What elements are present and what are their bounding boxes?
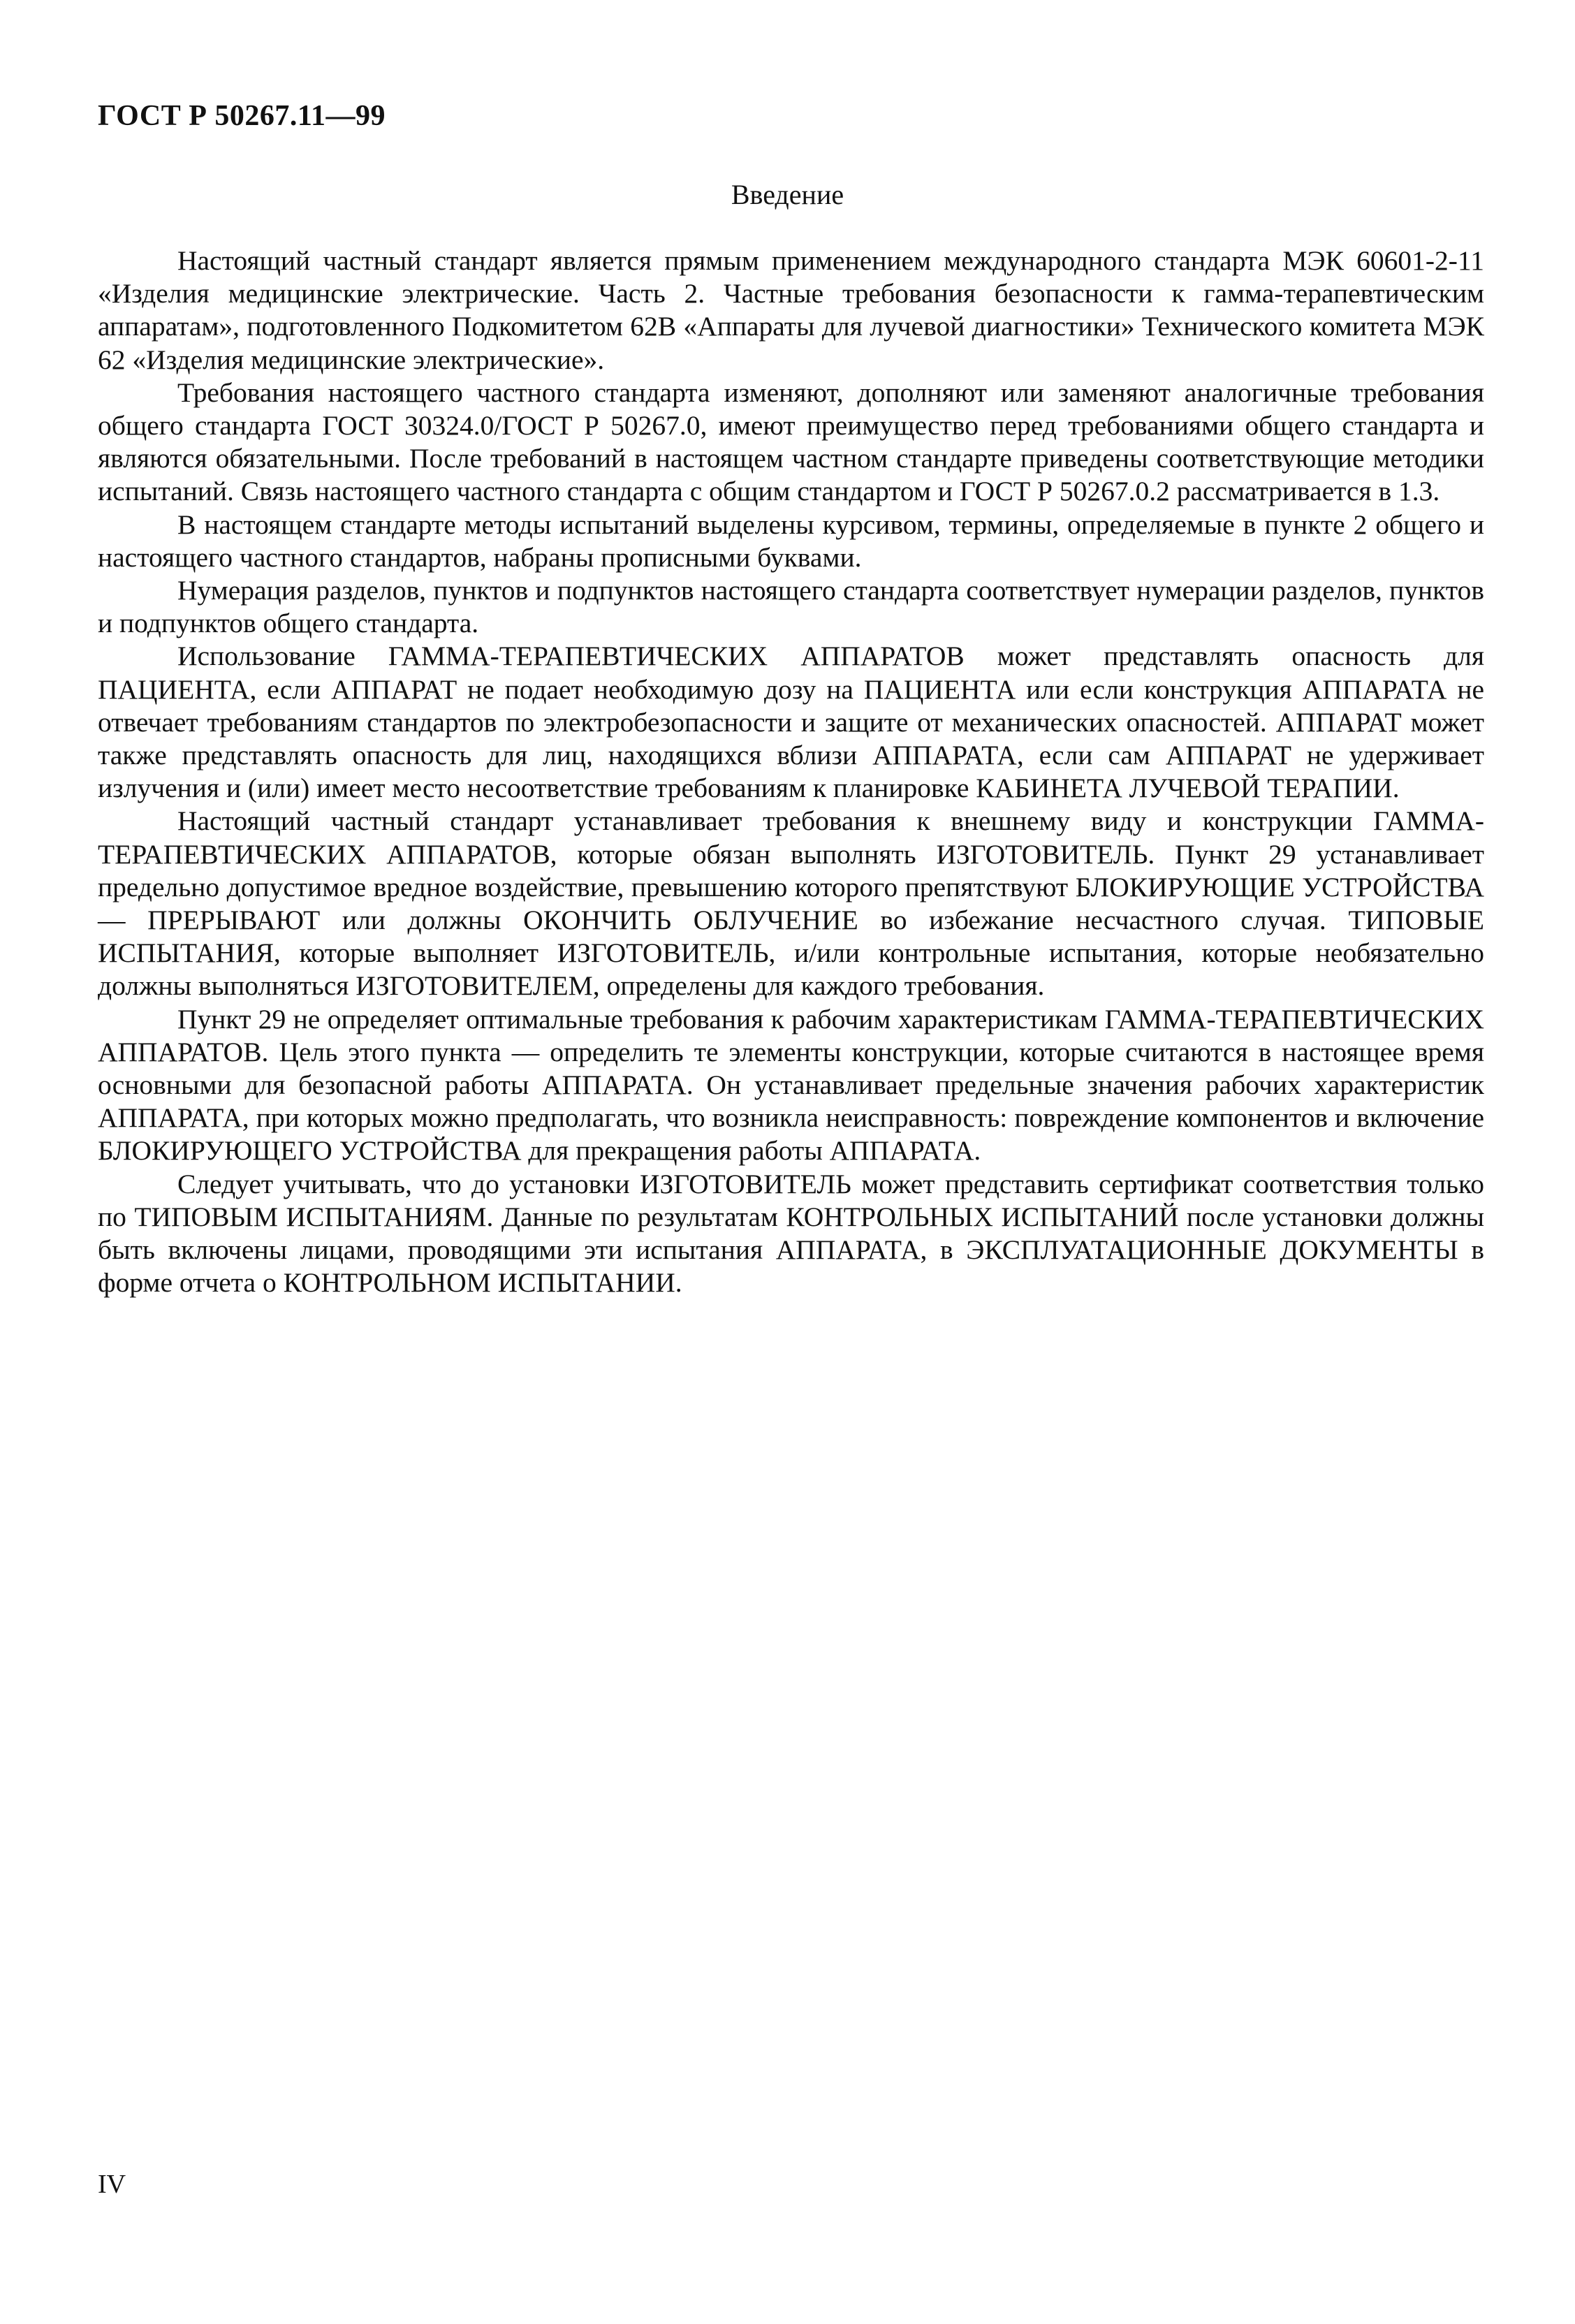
- body-text: [98, 244, 1484, 1300]
- paragraph: Требования настоящего частного стандарта изменяют, дополняют или заменяют аналогичные требования общего стандарта ГОСТ 30324.0/ГОСТ Р 50267.0, имеют преимущество перед требованиями общего стандарта и являются обязательными. После требований в настоящем частном стандарте приведены соответствующие методики испытаний. Связь настоящего частного стандарта с общим стандартом и ГОСТ Р 50267.0.2 рассматривается в 1.3.: [98, 377, 1484, 507]
- paragraph: Следует учитывать, что до установки ИЗГОТОВИТЕЛЬ может представить сертификат соответствия только по ТИПОВЫМ ИСПЫТАНИЯМ. Данные по результатам КОНТРОЛЬНЫХ ИСПЫТАНИЙ после установки должны быть включены лицами, проводящими эти испытания АППАРАТА, в ЭКСПЛУАТАЦИОННЫЕ ДОКУМЕНТЫ в форме отчета о КОНТРОЛЬНОМ ИСПЫТАНИИ.: [98, 1168, 1484, 1299]
- paragraph: Нумерация разделов, пунктов и подпунктов настоящего стандарта соответствует нумерации разделов, пунктов и подпунктов общего стандарта.: [98, 575, 1484, 639]
- document-number: ГОСТ Р 50267.11—99: [98, 100, 386, 132]
- paragraph: Настоящий частный стандарт устанавливает требования к внешнему виду и конструкции ГАММА-ТЕРАПЕВТИЧЕСКИХ АППАРАТОВ, которые обязан выполнять ИЗГОТОВИТЕЛЬ. Пункт 29 устанавливает предельно допустимое вредное воздействие, превышению которого препятствуют БЛОКИРУЮЩИЕ УСТРОЙСТВА — ПРЕРЫВАЮТ или должны ОКОНЧИТЬ ОБЛУЧЕНИЕ во избежание несчастного случая. ТИПОВЫЕ ИСПЫТАНИЯ, которые выполняет ИЗГОТОВИТЕЛЬ, и/или контрольные испытания, которые необязательно должны выполняться ИЗГОТОВИТЕЛЕМ, определены для каждого требования.: [98, 805, 1484, 1002]
- page-number: IV: [98, 2170, 126, 2199]
- paragraph: Использование ГАММА-ТЕРАПЕВТИЧЕСКИХ АППАРАТОВ может представлять опасность для ПАЦИЕНТА, если АППАРАТ не подает необходимую дозу на ПАЦИЕНТА или если конструкция АППАРАТА не отвечает требованиям стандартов по электробезопасности и защите от механических опасностей. АППАРАТ может также представлять опасность для лиц, находящихся вблизи АППАРАТА, если сам АППАРАТ не удерживает излучения и (или) имеет место несоответствие требованиям к планировке КАБИНЕТА ЛУЧЕВОЙ ТЕРАПИИ.: [98, 641, 1484, 804]
- section-title: Введение: [731, 179, 844, 210]
- paragraph: Настоящий частный стандарт является прямым применением международного стандарта МЭК 60601-2-11 «Изделия медицинские электрические. Часть 2. Частные требования безопасности к гамма-терапевтическим аппаратам», подготовленного Подкомитетом 62В «Аппараты для лучевой диагностики» Технического комитета МЭК 62 «Изделия медицинские электрические».: [98, 245, 1484, 375]
- paragraph: Пункт 29 не определяет оптимальные требования к рабочим характеристикам ГАММА-ТЕРАПЕВТИЧЕСКИХ АППАРАТОВ. Цель этого пункта — определить те элементы конструкции, которые считаются в настоящее время основными для безопасной работы АППАРАТА. Он устанавливает предельные значения рабочих характеристик АППАРАТА, при которых можно предполагать, что возникла неисправность: повреждение компонентов и включение БЛОКИРУЮЩЕГО УСТРОЙСТВА для прекращения работы АППАРАТА.: [98, 1003, 1484, 1167]
- paragraph: В настоящем стандарте методы испытаний выделены курсивом, термины, определяемые в пункте 2 общего и настоящего частного стандартов, набраны прописными буквами.: [98, 509, 1484, 573]
